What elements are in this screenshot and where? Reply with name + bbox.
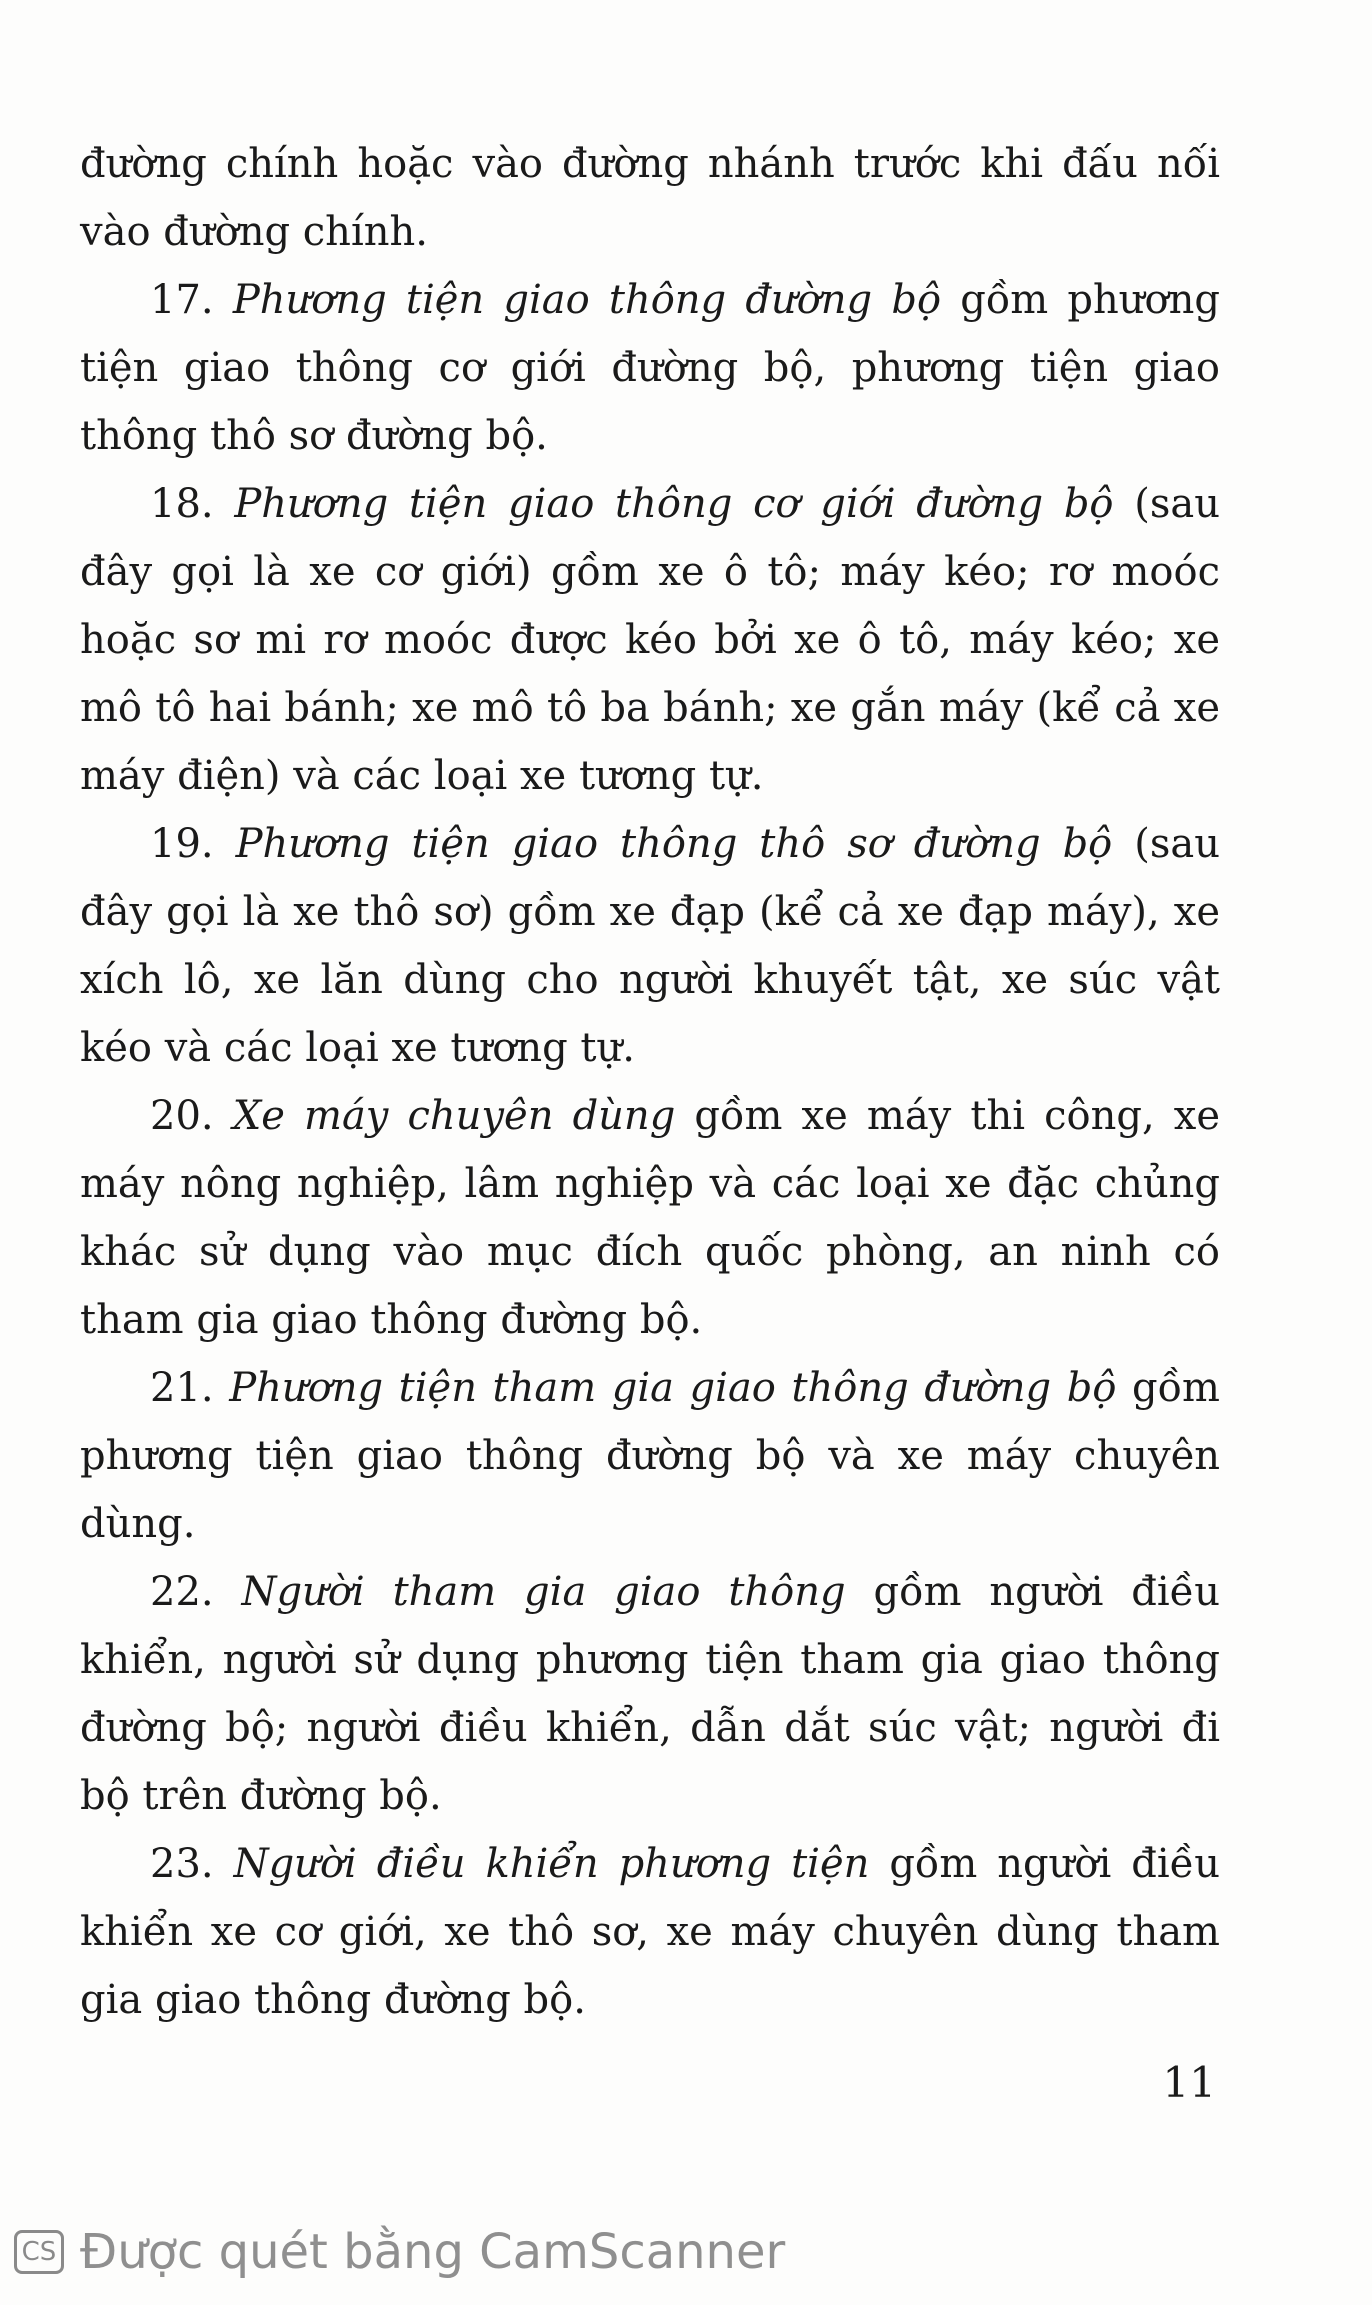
paragraph-17 [80,266,1220,470]
scanner-watermark [14,2222,785,2282]
item-number: 22. [150,1569,214,1615]
item-number: 18. [150,481,214,527]
paragraph-text: đường chính hoặc vào đường nhánh trước khi đấu nối vào đường chính. [80,141,1220,255]
paragraph-text: gồm phương tiện giao thông cơ giới đường bộ, phương tiện giao thông thô sơ đường bộ. [80,277,1220,459]
paragraph-23 [80,1830,1220,2034]
item-number: 19. [150,821,214,867]
defined-term: Xe máy chuyên dùng [232,1093,676,1139]
item-number: 20. [150,1093,214,1139]
camscanner-logo-icon: CS [14,2230,64,2274]
page-number: 11 [1162,2058,1216,2107]
defined-term: Người tham gia giao thông [241,1569,846,1615]
paragraph-continuation [80,130,1220,266]
defined-term: Phương tiện giao thông đường bộ [232,277,942,323]
paragraph-18 [80,470,1220,810]
paragraph-22 [80,1558,1220,1830]
item-number: 21. [150,1365,214,1411]
defined-term: Phương tiện giao thông thô sơ đường bộ [235,821,1113,867]
paragraph-20 [80,1082,1220,1354]
body-text [80,130,1220,2034]
paragraph-text: gồm phương tiện giao thông đường bộ và xe máy chuyên dùng. [80,1365,1220,1547]
paragraph-21 [80,1354,1220,1558]
paragraph-19 [80,810,1220,1082]
item-number: 17. [150,277,214,323]
defined-term: Người điều khiển phương tiện [233,1841,870,1887]
defined-term: Phương tiện giao thông cơ giới đường bộ [234,481,1114,527]
paragraph-text: gồm xe máy thi công, xe máy nông nghiệp, lâm nghiệp và các loại xe đặc chủng khác sử dụng vào mục đích quốc phòng, an ninh có tham gia giao thông đường bộ. [80,1093,1221,1343]
paragraph-text: (sau đây gọi là xe cơ giới) gồm xe ô tô; máy kéo; rơ moóc hoặc sơ mi rơ moóc được kéo bởi xe ô tô, máy kéo; xe mô tô hai bánh; xe mô tô ba bánh; xe gắn máy (kể cả xe máy điện) và các loại xe tương tự. [80,481,1220,799]
paragraph-text: (sau đây gọi là xe thô sơ) gồm xe đạp (kể cả xe đạp máy), xe xích lô, xe lăn dùng cho người khuyết tật, xe súc vật kéo và các loại xe tương tự. [80,821,1220,1071]
item-number: 23. [150,1841,214,1887]
defined-term: Phương tiện tham gia giao thông đường bộ [229,1365,1117,1411]
paragraph-text: gồm người điều khiển xe cơ giới, xe thô sơ, xe máy chuyên dùng tham gia giao thông đường bộ. [80,1841,1220,2023]
watermark-text: Được quét bằng CamScanner [80,2224,786,2280]
paragraph-text: gồm người điều khiển, người sử dụng phương tiện tham gia giao thông đường bộ; người điều khiển, dẫn dắt súc vật; người đi bộ trên đường bộ. [80,1569,1220,1819]
